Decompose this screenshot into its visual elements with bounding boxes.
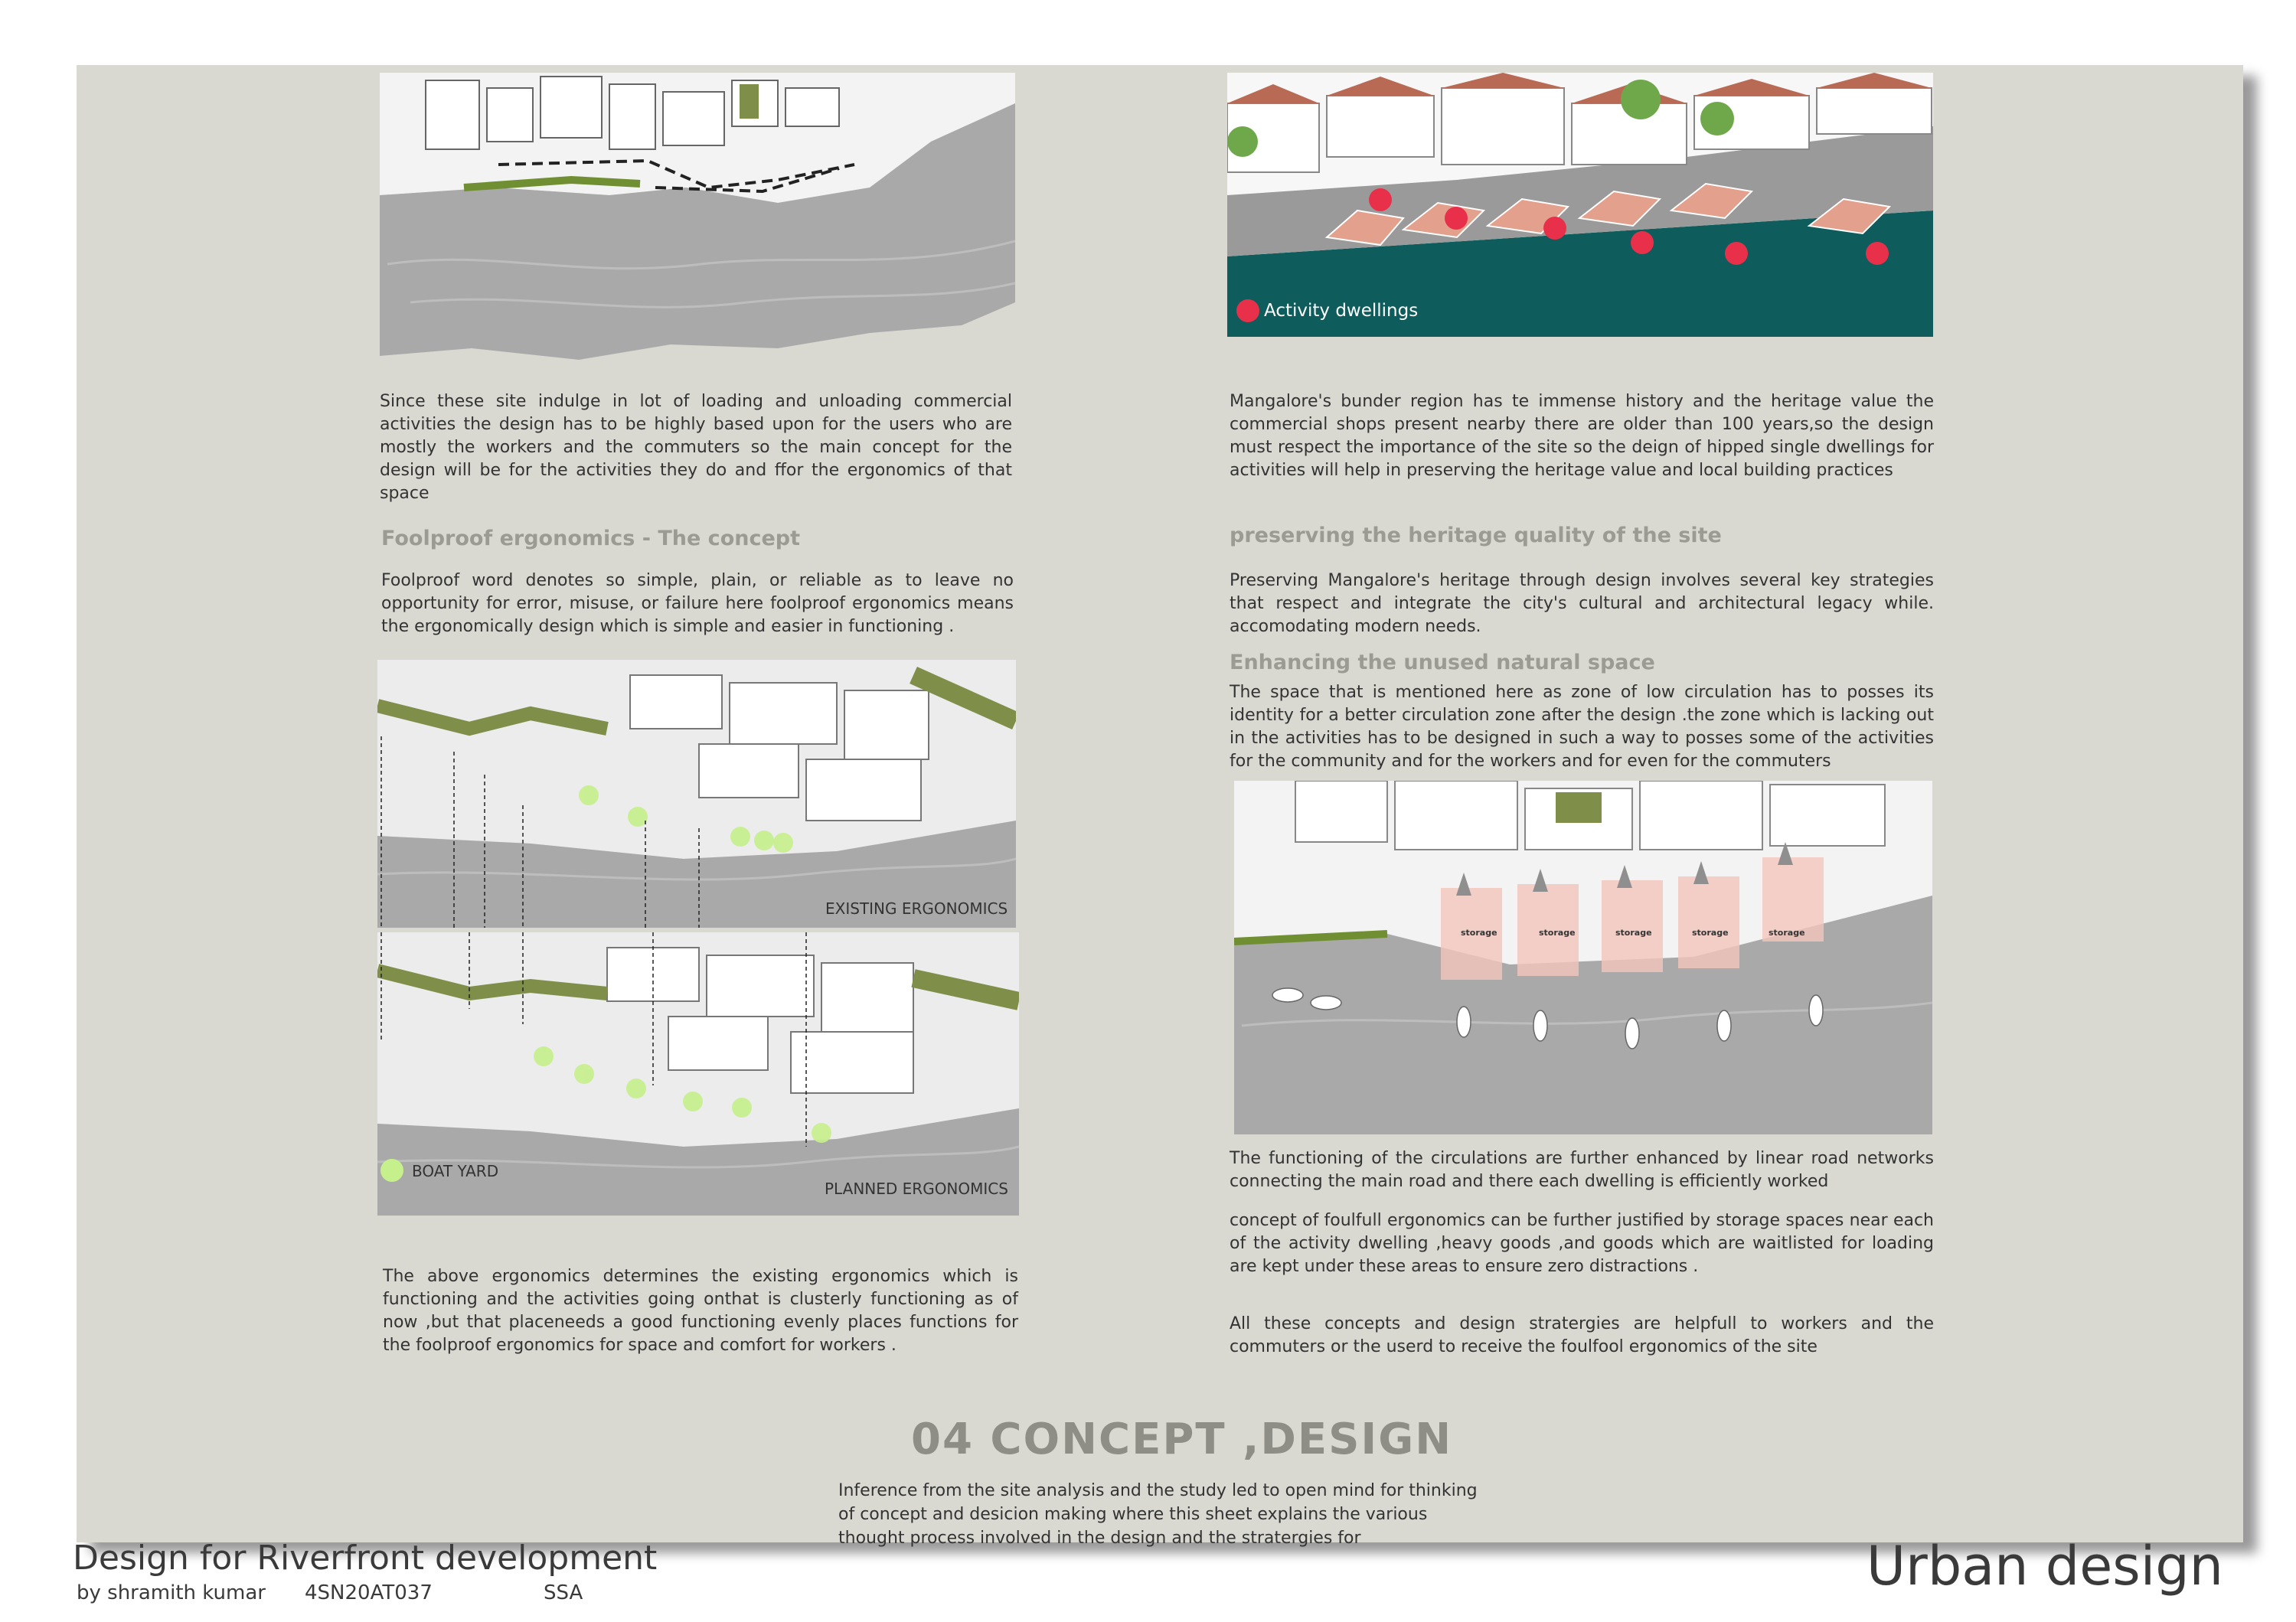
storage-circulation-diagram <box>1234 781 1932 1134</box>
boat-yard-legend-label: BOAT YARD <box>412 1162 499 1180</box>
storage-label-1: storage <box>1461 928 1497 938</box>
activity-dwellings-legend-dot <box>1236 299 1259 322</box>
concept-paragraph: Foolproof word denotes so simple, plain, or reliable as to leave no opportunity for error, misuse, or failure here foolproof ergonomics means the ergonomically design which is simple and easier in functioning . <box>381 571 1014 636</box>
student-id: 4SN20AT037 <box>305 1581 433 1604</box>
existing-ergonomics-diagram <box>377 660 1016 928</box>
planned-ergonomics-label: PLANNED ERGONOMICS <box>825 1180 1008 1198</box>
storage-label-2: storage <box>1539 928 1576 938</box>
natural-space-paragraph: The space that is mentioned here as zone of low circulation has to posses its identity for a better circulation zone after the design .the zone which is lacking out in the activities has to be designed in such a way to posses some of the activities for the community and for the workers and for even for the commuters <box>1230 683 1934 771</box>
storage-label-3: storage <box>1615 928 1652 938</box>
boat-yard-legend-dot <box>380 1159 403 1182</box>
circulation-paragraph: The functioning of the circulations are further enhanced by linear road networks connecting the main road and there each dwelling is efficiently worked <box>1230 1149 1934 1191</box>
storage-paragraph: concept of foulfull ergonomics can be further justified by storage spaces near each of the activity dwelling ,heavy goods ,and goods which are waitlisted for loading are kept under these areas to ensure zero distractions . <box>1230 1211 1934 1276</box>
section-subtitle: Inference from the site analysis and the study led to open mind for thinking of concept and desicion making where this sheet explains the various thought process involved in the design and the stratergies for <box>838 1481 1478 1548</box>
closing-paragraph: The above ergonomics determines the existing ergonomics which is functioning and the activities going onthat is clusterly functioning as of now ,but that placeneeds a good functioning evenly places functions for the foolproof ergonomics for space and comfort for workers . <box>383 1267 1018 1355</box>
storage-label-4: storage <box>1692 928 1729 938</box>
storage-label-5: storage <box>1769 928 1805 938</box>
heritage-detail-paragraph: Preserving Mangalore's heritage through design involves several key strategies that respect and integrate the city's cultural and architectural legacy while. accomodating modern needs. <box>1230 571 1934 636</box>
final-paragraph: All these concepts and design stratergies are helpfull to workers and the commuters or the userd to receive the foulfool ergonomics of the site <box>1230 1314 1934 1356</box>
author-name: by shramith kumar <box>77 1581 266 1604</box>
school-name: SSA <box>544 1581 583 1604</box>
heritage-paragraph: Mangalore's bunder region has te immense history and the heritage value the commercial shops present nearby there are older than 100 years,so the design must respect the importance of the site so the deign of hipped single dwellings for activities will help in preserving the heritage value and local building practices <box>1230 392 1934 480</box>
heritage-heading: preserving the heritage quality of the site <box>1230 524 1722 547</box>
concept-heading: Foolproof ergonomics - The concept <box>381 527 801 550</box>
existing-ergonomics-label: EXISTING ERGONOMICS <box>825 899 1008 918</box>
subject-title: Urban design <box>1866 1535 2223 1598</box>
activity-dwellings-aerial <box>1227 73 1933 337</box>
intro-paragraph: Since these site indulge in lot of loading and unloading commercial activities the design has to be highly based upon for the users who are mostly the workers and the commuters so the main concept for the design will be for the activities they do and ffor the ergonomics of that space <box>380 392 1012 503</box>
activity-dwellings-legend-label: Activity dwellings <box>1264 301 1419 321</box>
section-title: 04 CONCEPT ,DESIGN <box>911 1415 1453 1464</box>
project-title: Design for Riverfront development <box>73 1539 658 1578</box>
site-plan-top-left <box>380 73 1015 367</box>
natural-space-heading: Enhancing the unused natural space <box>1230 651 1655 674</box>
